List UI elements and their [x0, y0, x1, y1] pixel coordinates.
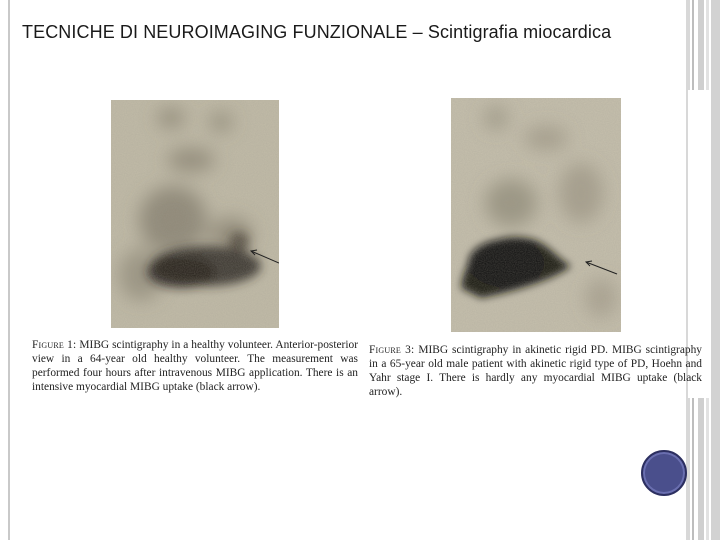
figure-caption — [32, 338, 358, 394]
figure-label: Figure 3: — [369, 344, 415, 356]
scintigraphy-image-healthy — [111, 100, 279, 328]
navigation-circle-button[interactable] — [641, 450, 687, 496]
slide-title: TECNICHE DI NEUROIMAGING FUNZIONALE – Scintigrafia miocardica — [22, 22, 612, 42]
figure-caption — [369, 343, 702, 399]
scintigraphy-image-pd — [451, 98, 621, 332]
figure-label: Figure 1: — [32, 339, 77, 351]
figure-caption-text: MIBG scintigraphy in a healthy volunteer. Anterior-posterior view in a 64-year old healthy volunteer. The measurement was performed four hours after intravenous MIBG application. There is an intensive myocardial MIBG uptake (black arrow). — [32, 339, 358, 393]
left-divider — [8, 0, 10, 540]
figure-caption-text: MIBG scintigraphy in akinetic rigid PD. MIBG scintigraphy in a 65-year old male patient with akinetic rigid type of PD, Hoehn and Yahr stage I. There is hardly any myocardial MIBG uptake (black arrow). — [369, 344, 702, 398]
